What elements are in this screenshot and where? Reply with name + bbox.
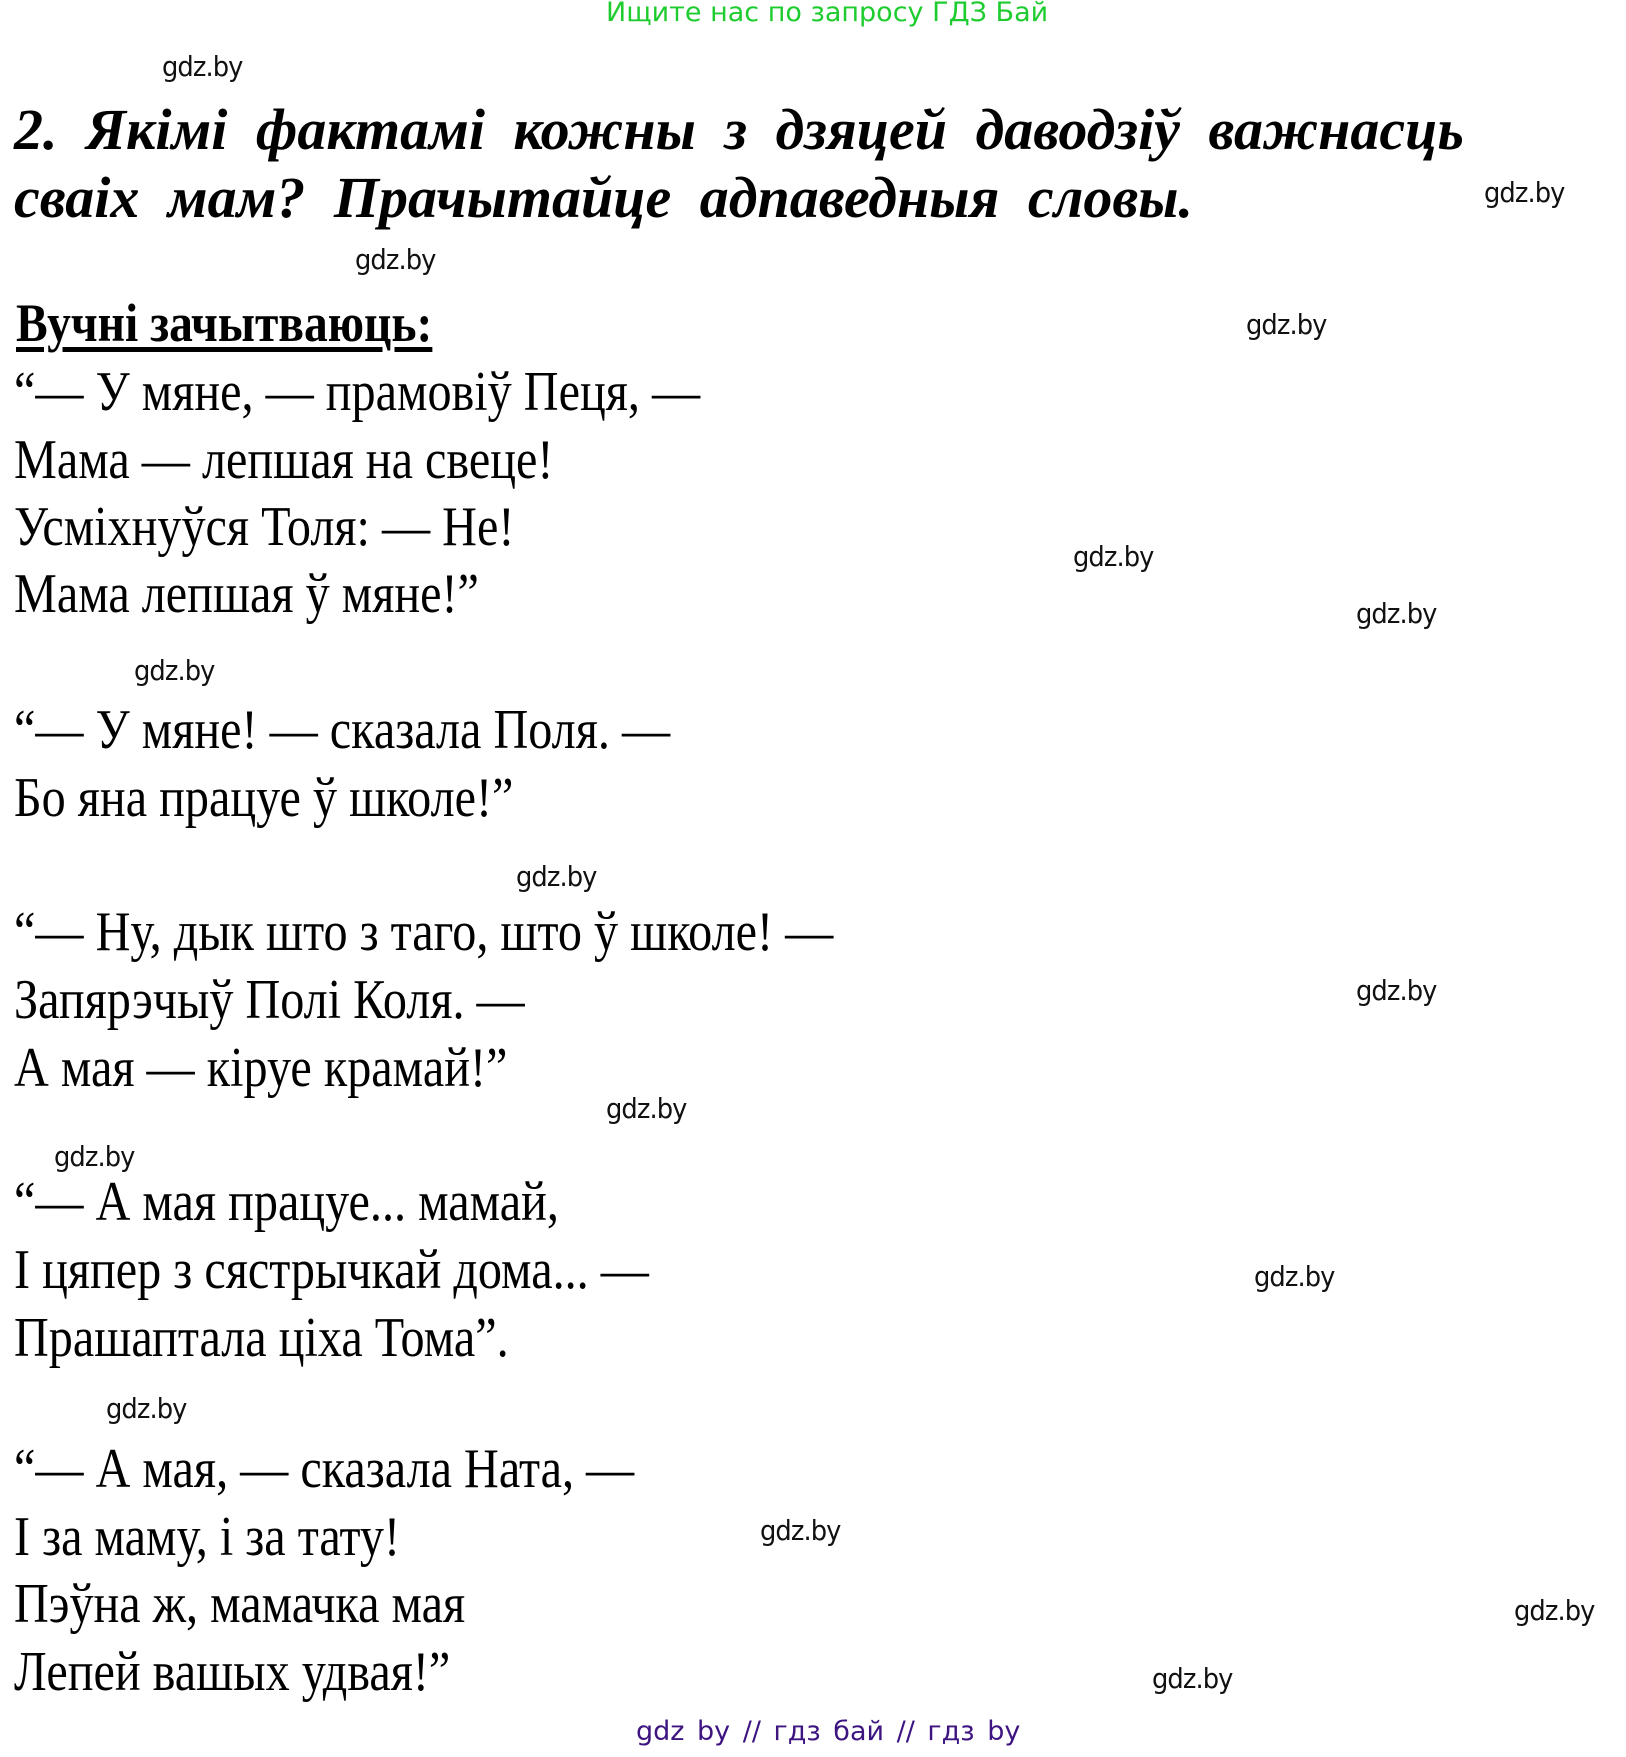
task-heading-line-2: сваіх мам? Прачытайце адпаведныя словы. (14, 165, 1194, 230)
poem-line: Бо яна працуе ў школе!” (14, 767, 514, 829)
watermark: gdz.by (134, 654, 215, 687)
watermark: gdz.by (162, 50, 243, 83)
watermark: gdz.by (1514, 1594, 1595, 1627)
poem-line: “— У мяне, — прамовіў Пеця, — (14, 361, 701, 423)
poem-line: Лепей вашых удвая!” (14, 1641, 451, 1703)
watermark: gdz.by (1356, 597, 1437, 630)
answer-label: Вучні зачытваюць: (16, 293, 433, 353)
watermark: gdz.by (1073, 540, 1154, 573)
poem-line: “— У мяне! — сказала Поля. — (14, 699, 671, 761)
footer-links: gdz by // гдз бай // гдз by (636, 1716, 1021, 1747)
poem-line: “— А мая, — сказала Ната, — (14, 1438, 635, 1500)
poem-line: “— Ну, дык што з таго, што ў школе! — (14, 901, 834, 963)
watermark: gdz.by (606, 1092, 687, 1125)
watermark: gdz.by (516, 860, 597, 893)
watermark: gdz.by (106, 1392, 187, 1425)
poem-line: І цяпер з сястрычкай дома... — (14, 1239, 649, 1301)
watermark: gdz.by (355, 243, 436, 276)
poem-line: Мама лепшая ў мяне!” (14, 563, 479, 625)
watermark: gdz.by (54, 1140, 135, 1173)
poem-line: Прашаптала ціха Тома”. (14, 1307, 509, 1369)
watermark: gdz.by (1484, 176, 1565, 209)
watermark: gdz.by (1254, 1260, 1335, 1293)
poem-line: Усміхнуўся Толя: — Не! (14, 496, 515, 558)
poem-line: І за маму, і за тату! (14, 1506, 401, 1568)
search-banner: Ищите нас по запросу ГДЗ Бай (606, 0, 1049, 28)
watermark: gdz.by (760, 1514, 841, 1547)
watermark: gdz.by (1246, 308, 1327, 341)
poem-line: “— А мая працуе... мамай, (14, 1171, 559, 1233)
poem-line: А мая — кіруе крамай!” (14, 1037, 508, 1099)
poem-line: Запярэчыў Полі Коля. — (14, 969, 525, 1031)
watermark: gdz.by (1152, 1662, 1233, 1695)
poem-line: Мама — лепшая на свеце! (14, 429, 554, 491)
watermark: gdz.by (1356, 974, 1437, 1007)
poem-line: Пэўна ж, мамачка мая (14, 1573, 466, 1635)
task-heading-line-1: 2. Якімі фактамі кожны з дзяцей даводзіў важнасць (14, 97, 1464, 162)
